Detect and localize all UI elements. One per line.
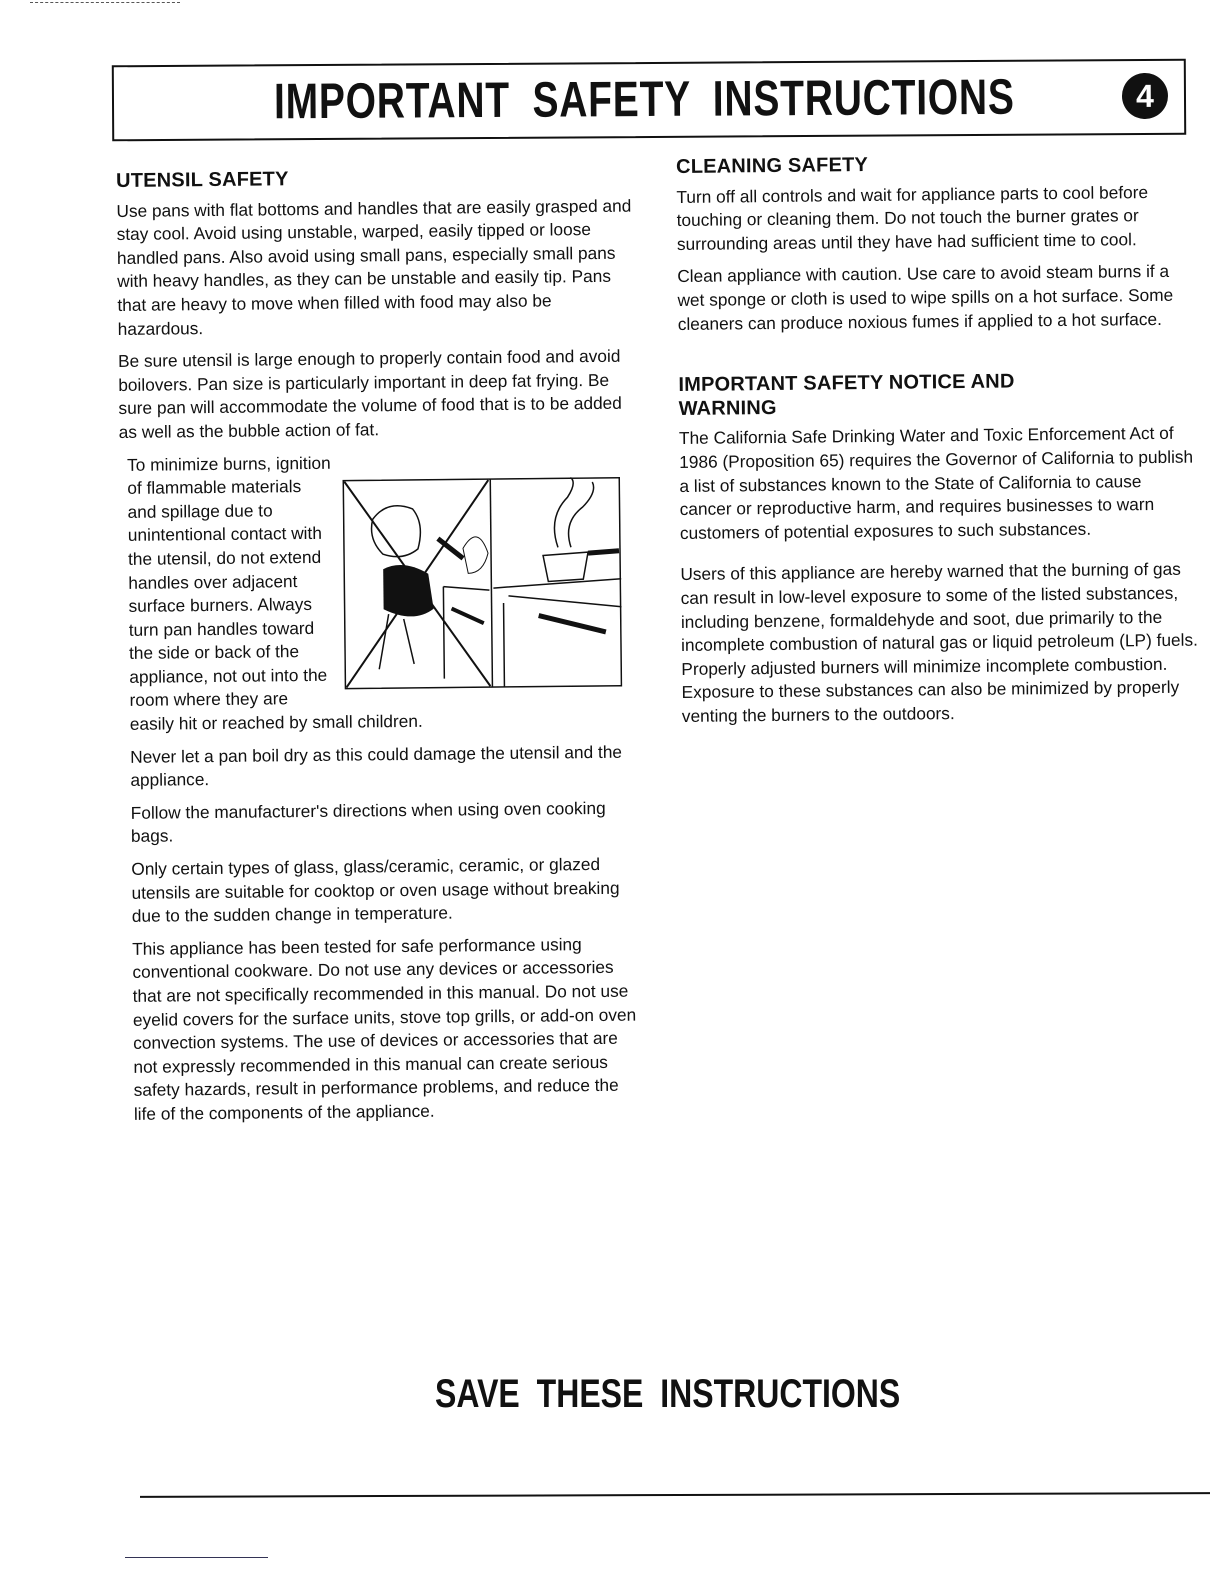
save-instructions-heading: SAVE THESE INSTRUCTIONS	[435, 1372, 901, 1416]
paragraph: Users of this appliance are hereby warned that the burning of gas can result in low-level exposure to some of the listed substances, including benzene, formaldehyde and soot, due primarily to the incomplete combustion of natural gas or liquid petroleum (LP) fuels. Properly adjusted burners will minimize incomplete combustion. Exposure to these substances can also be minimized by properly venting the burners to the outdoors.	[680, 559, 1198, 726]
paragraph: To minimize burns, ignition of flammable materials and spillage due to unintentional contact with the utensil, do not extend handles over adjacent surface burners. Always turn pan handles toward the side or back of the appliance, not out into the room where they are easily hit or reached by small children.	[126, 452, 423, 734]
paragraph: Never let a pan boil dry as this could damage the utensil and the appliance.	[130, 741, 623, 791]
page-title: IMPORTANT SAFETY INSTRUCTIONS	[273, 68, 1015, 130]
section-heading: IMPORTANT SAFETY NOTICE AND WARNING	[678, 370, 1015, 420]
section-heading: CLEANING SAFETY	[676, 153, 869, 178]
paragraph: Turn off all controls and wait for appliance parts to cool before touching or cleaning them. Do not touch the burner grates or surrounding areas until they have had sufficient time to cool.	[676, 181, 1149, 254]
paragraph: Be sure utensil is large enough to properly contain food and avoid boilovers. Pan size is particularly important in deep fat frying. Be sure pan will accommodate the volume of food that is to be added as well as the bubble action of fat.	[117, 345, 622, 442]
paragraph: Only certain types of glass, glass/ceramic, ceramic, or glazed utensils are suitable for cooktop or oven usage without breaking due to the sudden change in temperature.	[131, 854, 620, 927]
paragraph: Follow the manufacturer's directions when using oven cooking bags.	[130, 797, 606, 847]
paragraph: Clean appliance with caution. Use care to avoid steam burns if a wet sponge or cloth is used to wipe spills on a hot surface. Some cleaners can produce noxious fumes if applied to a hot surface.	[677, 261, 1174, 334]
footer-rule	[140, 1492, 1210, 1498]
section-heading: UTENSIL SAFETY	[116, 168, 289, 192]
header-banner	[112, 59, 1186, 142]
scan-artifact	[30, 2, 180, 3]
handle-warning-block	[119, 448, 637, 737]
pan-handle-illustration	[342, 476, 622, 689]
cleaning-safety-section	[676, 151, 1200, 738]
paragraph: Use pans with flat bottoms and handles that are easily grasped and stay cool. Avoid using unstable, warped, easily tipped or loose handled pans. Also avoid using small pans, especially small pans with heavy handles, as they can be unstable and easily tip. Pans that are heavy to move when filled with food may also be hazardous.	[116, 195, 632, 339]
scan-artifact-line	[125, 1557, 268, 1558]
utensil-safety-section	[116, 165, 641, 1136]
paragraph: This appliance has been tested for safe performance using conventional cookware. Do not use any devices or accessories that are not specifically recommended in this manual. Do not use eyelid covers for the surface units, stove top grills, or add-on oven convection systems. The use of devices or accessories that are not expressly recommended in this manual can create serious safety hazards, result in performance problems, and reduce the life of the components of the appliance.	[132, 933, 637, 1124]
page-number-badge: 4	[1122, 73, 1168, 119]
paragraph: The California Safe Drinking Water and Toxic Enforcement Act of 1986 (Proposition 65) requires the Governor of California to publish a list of substances known to the State of California to cause cancer or reproductive harm, and requires businesses to warn customers of potential exposures to such substances.	[678, 423, 1194, 543]
